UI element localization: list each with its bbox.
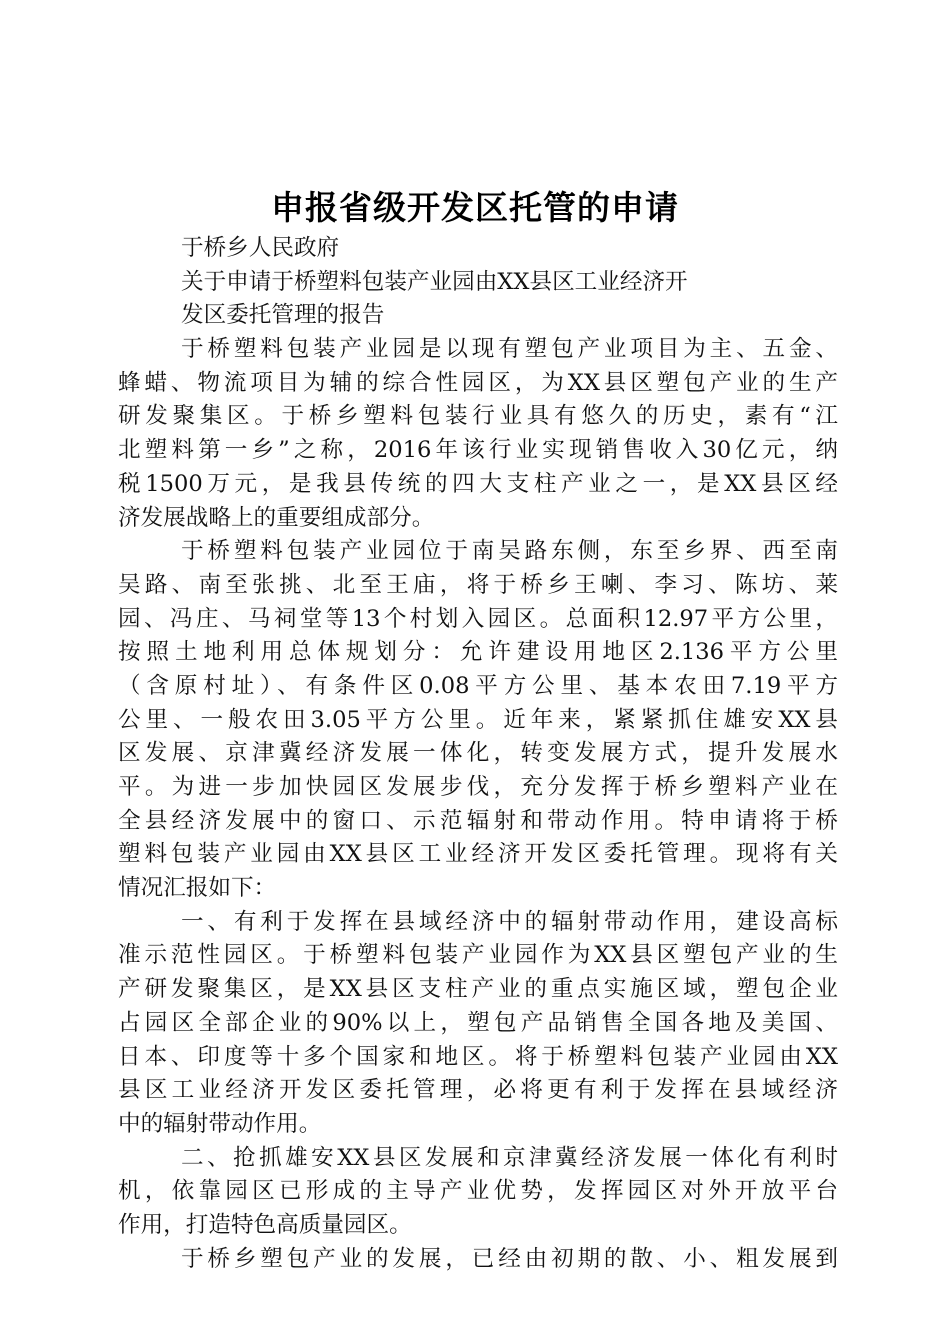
text-line: 作用，打造特色高质量园区。 (118, 1211, 412, 1238)
text-line: 塑料包装产业园由XX县区工业经济开发区委托管理。现将有关 (118, 841, 838, 868)
text-line: 济发展战略上的重要组成部分。 (118, 504, 435, 531)
text-line: 全县经济发展中的窗口、示范辐射和带动作用。特申请将于桥 (118, 807, 838, 834)
text-line: 一、有利于发挥在县域经济中的辐射带动作用，建设高标 (181, 908, 838, 935)
text-line: 日本、印度等十多个国家和地区。将于桥塑料包装产业园由XX (118, 1043, 838, 1070)
text-line: 准示范性园区。于桥塑料包装产业园作为XX县区塑包产业的生 (118, 942, 838, 969)
text-line: 产研发聚集区，是XX县区支柱产业的重点实施区域，塑包企业 (118, 976, 838, 1003)
text-line: 区发展、京津冀经济发展一体化，转变发展方式，提升发展水 (118, 740, 838, 767)
text-line: 于桥塑料包装产业园是以现有塑包产业项目为主、五金、 (181, 336, 838, 363)
text-line: 研发聚集区。于桥乡塑料包装行业具有悠久的历史，素有“江 (118, 403, 838, 430)
text-line: 关于申请于桥塑料包装产业园由XX县区工业经济开 (181, 268, 688, 295)
text-line: 中的辐射带动作用。 (118, 1110, 322, 1137)
document-body (118, 232, 838, 1276)
text-line: 县区工业经济开发区委托管理，必将更有利于发挥在县域经济 (118, 1077, 838, 1104)
text-line: 于桥乡塑包产业的发展，已经由初期的散、小、粗发展到 (181, 1245, 838, 1272)
text-line: 税1500万元，是我县传统的四大支柱产业之一，是XX县区经 (118, 470, 838, 497)
text-line: 平。为进一步加快园区发展步伐，充分发挥于桥乡塑料产业在 (118, 774, 838, 800)
text-line: 机，依靠园区已形成的主导产业优势，发挥园区对外开放平台 (118, 1178, 838, 1205)
text-line: 蜂蜡、物流项目为辅的综合性园区，为XX县区塑包产业的生产 (118, 369, 838, 396)
text-line: 北塑料第一乡”之称，2016年该行业实现销售收入30亿元，纳 (118, 437, 838, 464)
text-line: 于桥乡人民政府 (181, 235, 340, 261)
text-line: 公里、一般农田3.05平方公里。近年来，紧紧抓住雄安XX县 (118, 706, 838, 733)
text-line: 二、抢抓雄安XX县区发展和京津冀经济发展一体化有利时 (181, 1144, 838, 1171)
document-title: 申报省级开发区托管的申请 (271, 188, 679, 227)
text-line: 按照土地利用总体规划分：允许建设用地区2.136平方公里 (118, 639, 838, 666)
text-line: 园、冯庄、马祠堂等13个村划入园区。总面积12.97平方公里， (118, 605, 838, 632)
text-line: 情况汇报如下： (118, 875, 277, 902)
text-line: 发区委托管理的报告 (181, 302, 385, 329)
text-line: 于桥塑料包装产业园位于南吴路东侧，东至乡界、西至南 (181, 538, 838, 565)
text-line: 吴路、南至张挑、北至王庙，将于桥乡王喇、李习、陈坊、莱 (118, 571, 838, 598)
text-line: （含原村址）、有条件区0.08平方公里、基本农田7.19平方 (118, 672, 838, 699)
text-line: 占园区全部企业的90%以上，塑包产品销售全国各地及美国、 (118, 1009, 838, 1036)
